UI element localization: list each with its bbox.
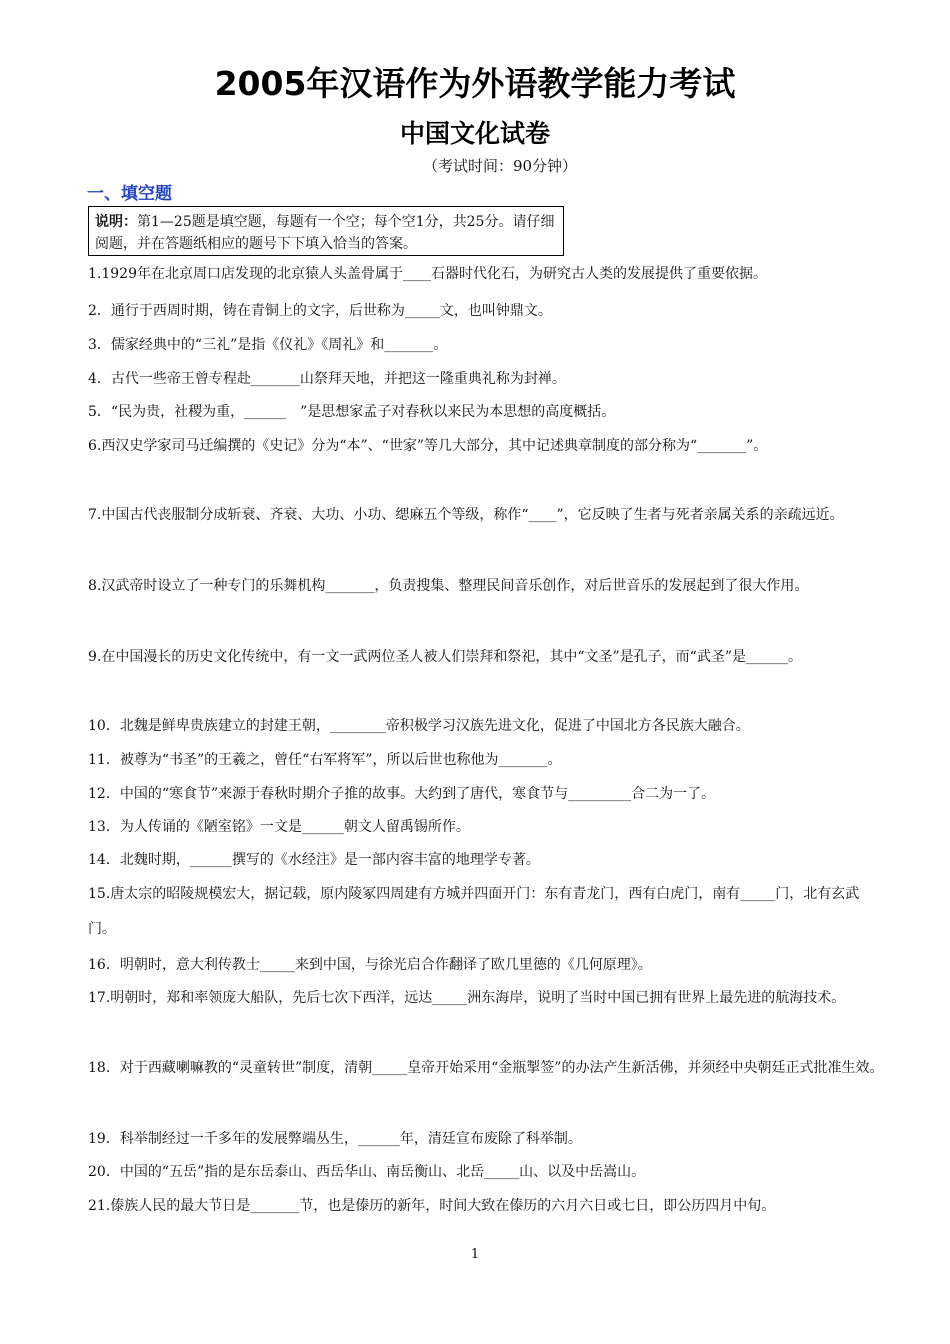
page-number: 1	[470, 1247, 480, 1262]
question-14: 14．北魏时期，______撰写的《水经注》是一部内容丰富的地理学专著。	[88, 852, 540, 868]
question-3: 3．儒家经典中的“三礼”是指《仪礼》《周礼》和_______。	[88, 337, 448, 353]
question-7: 7.中国古代丧服制分成斩衰、齐衰、大功、小功、缌麻五个等级，称作“____”，它反映了生者与死者亲属关系的亲疏远近。	[88, 507, 844, 523]
question-15: 15.唐太宗的昭陵规模宏大，据记载，原内陵冢四周建有方城并四面开门：东有青龙门，西有白虎门，南有_____门，北有玄武门。	[88, 886, 860, 937]
exam-duration: （考试时间：90分钟）	[422, 157, 578, 175]
instructions-box	[88, 206, 564, 256]
question-20: 20．中国的“五岳”指的是东岳泰山、西岳华山、南岳衡山、北岳_____山、以及中岳嵩山。	[88, 1164, 646, 1180]
question-18: 18．对于西藏喇嘛教的“灵童转世”制度，清朝_____皇帝开始采用“金瓶掣签”的办法产生新活佛，并须经中央朝廷正式批准生效。	[88, 1060, 884, 1076]
question-21: 21.傣族人民的最大节日是_______节，也是傣历的新年，时间大致在傣历的六月六日或七日，即公历四月中旬。	[88, 1198, 776, 1214]
exam-subtitle: 中国文化试卷	[399, 119, 550, 148]
question-6: 6.西汉史学家司马迁编撰的《史记》分为“本”、“世家”等几大部分，其中记述典章制度的部分称为“_______”。	[88, 438, 768, 454]
question-4: 4．古代一些帝王曾专程赴_______山祭拜天地，并把这一隆重典礼称为封禅。	[88, 371, 566, 387]
question-16: 16．明朝时，意大利传教士_____来到中国，与徐光启合作翻译了欧几里德的《几何原理》。	[88, 957, 652, 973]
question-19: 19．科举制经过一千多年的发展弊端丛生，______年，清廷宣布废除了科举制。	[88, 1131, 582, 1147]
question-17: 17.明朝时，郑和率领庞大船队，先后七次下西洋，远达_____洲东海岸，说明了当时中国已拥有世界上最先进的航海技术。	[88, 990, 846, 1006]
question-12: 12．中国的“寒食节”来源于春秋时期介子推的故事。大约到了唐代，寒食节与_________合二为一了。	[88, 786, 716, 802]
question-1: 1.1929年在北京周口店发现的北京猿人头盖骨属于____石器时代化石，为研究古人类的发展提供了重要依据。	[88, 266, 767, 282]
instructions-label: 说明：	[95, 214, 137, 230]
question-9: 9.在中国漫长的历史文化传统中，有一文一武两位圣人被人们崇拜和祭祀，其中“文圣”是孔子，而“武圣”是______。	[88, 649, 802, 665]
question-13: 13．为人传诵的《陋室铭》一文是______朝文人留禹锡所作。	[88, 819, 470, 835]
instructions-text: 第1—25题是填空题，每题有一个空；每个空1分，共25分。请仔细阅题，并在答题纸相应的题号下下填入恰当的答案。	[95, 214, 555, 252]
question-11: 11．被尊为“书圣”的王羲之，曾任“右军将军”，所以后世也称他为_______。	[88, 752, 562, 768]
question-10: 10．北魏是鲜卑贵族建立的封建王朝，________帝积极学习汉族先进文化，促进了中国北方各民族大融合。	[88, 718, 750, 734]
exam-title: 2005年汉语作为外语教学能力考试	[214, 64, 736, 103]
question-2: 2．通行于西周时期，铸在青铜上的文字，后世称为_____文，也叫钟鼎文。	[88, 303, 552, 319]
section-heading: 一、填空题	[87, 184, 172, 204]
question-5: 5．“民为贵，社稷为重，______ ”是思想家孟子对春秋以来民为本思想的高度概括。	[88, 404, 616, 420]
question-8: 8.汉武帝时设立了一种专门的乐舞机构_______，负责搜集、整理民间音乐创作，对后世音乐的发展起到了很大作用。	[88, 578, 809, 594]
